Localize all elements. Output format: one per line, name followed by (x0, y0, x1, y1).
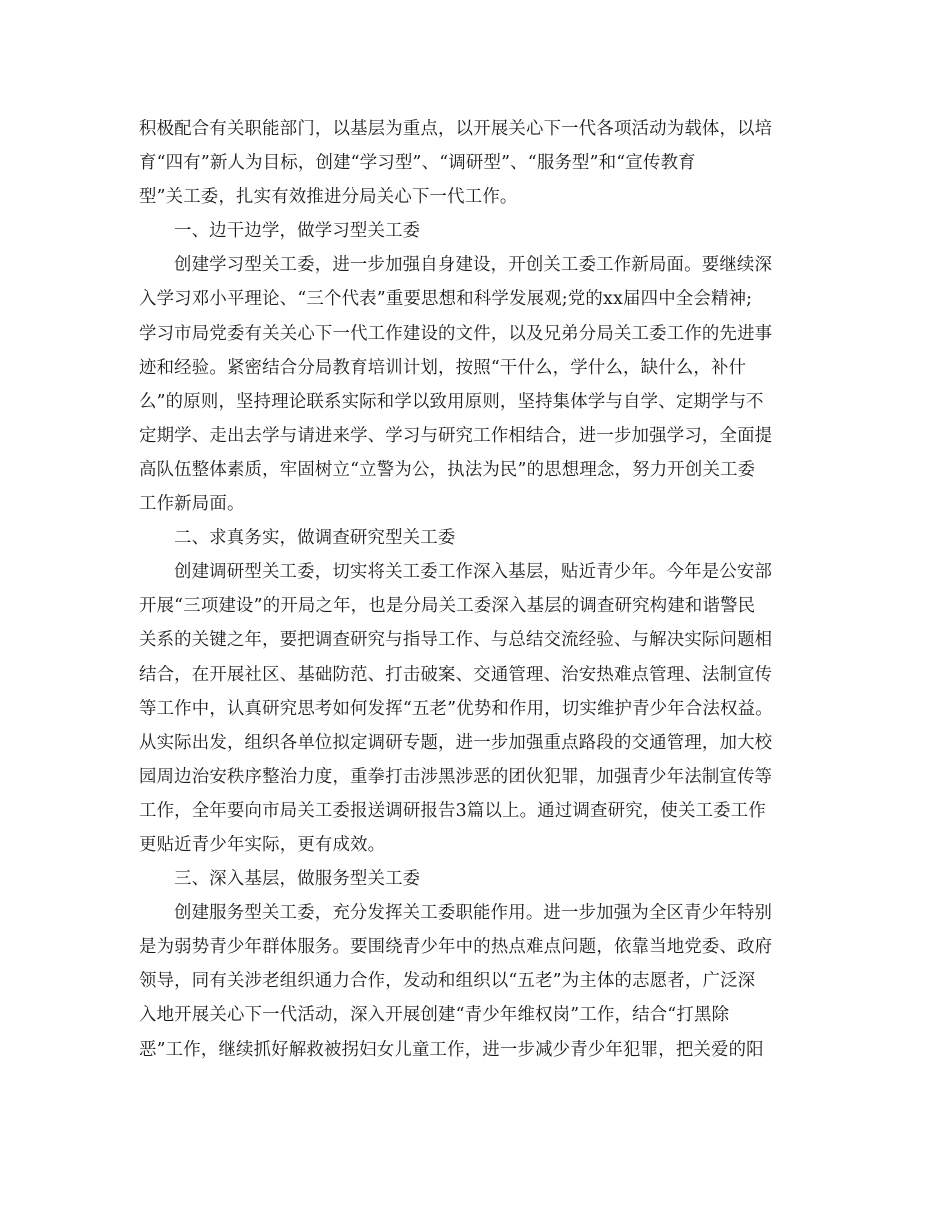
text-line: 积极配合有关职能部门，以基层为重点，以开展关心下一代各项活动为载体，以培 (139, 119, 773, 139)
text-line: 创建调研型关工委，切实将关工委工作深入基层，贴近青少年。今年是公安部 (174, 562, 773, 583)
section-heading: 一、边干边学，做学习型关工委 (174, 221, 421, 242)
text-line: 育“四有”新人为目标，创建“学习型”、“调研型”、“服务型”和“宣传教育 (139, 153, 696, 174)
text-line: 从实际出发，组织各单位拟定调研专题，进一步加强重点路段的交通管理，加大校 (139, 732, 773, 753)
text-line: 创建学习型关工委，进一步加强自身建设，开创关工委工作新局面。要继续深 (174, 255, 773, 276)
section-heading: 二、求真务实，做调查研究型关工委 (174, 528, 456, 549)
text-line: 领导，同有关涉老组织通力合作，发动和组织以“五老”为主体的志愿者，广泛深 (139, 971, 756, 992)
text-line: 关系的关键之年，要把调查研究与指导工作、与总结交流经验、与解决实际问题相 (139, 630, 773, 651)
section-heading: 三、深入基层，做服务型关工委 (174, 869, 421, 890)
text-line: 入学习邓小平理论、“三个代表”重要思想和科学发展观;党的xx届四中全会精神; (139, 289, 753, 310)
text-line: 创建服务型关工委，充分发挥关工委职能作用。进一步加强为全区青少年特别 (174, 903, 773, 924)
document-body (139, 112, 819, 1067)
text-line: 开展“三项建设”的开局之年，也是分局关工委深入基层的调查研究构建和谐警民 (139, 596, 756, 617)
text-line: 等工作中，认真研究思考如何发挥“五老”优势和作用，切实维护青少年合法权益。 (139, 698, 773, 719)
text-line: 高队伍整体素质，牢固树立“立警为公，执法为民”的思想理念，努力开创关工委 (139, 459, 756, 480)
text-line: 恶”工作，继续抓好解救被拐妇女儿童工作，进一步减少青少年犯罪，把关爱的阳 (139, 1039, 764, 1060)
text-line: 型”关工委，扎实有效推进分局关心下一代工作。 (139, 187, 518, 208)
text-line: 更贴近青少年实际，更有成效。 (139, 834, 386, 855)
text-line: 迹和经验。紧密结合分局教育培训计划，按照“干什么，学什么，缺什么，补什 (139, 357, 747, 378)
text-line: 园周边治安秩序整治力度，重拳打击涉黑涉恶的团伙犯罪，加强青少年法制宣传等 (139, 766, 773, 787)
text-line: 定期学、走出去学与请进来学、学习与研究工作相结合，进一步加强学习，全面提 (139, 425, 773, 446)
text-line: 么”的原则，坚持理论联系实际和学以致用原则，坚持集体学与自学、定期学与不 (139, 391, 764, 412)
text-line: 入地开展关心下一代活动，深入开展创建“青少年维权岗”工作，结合“打黑除 (139, 1005, 730, 1026)
text-line: 学习市局党委有关关心下一代工作建设的文件，以及兄弟分局关工委工作的先进事 (139, 323, 773, 344)
text-line: 结合，在开展社区、基础防范、打击破案、交通管理、治安热难点管理、法制宣传 (139, 664, 773, 685)
text-line: 是为弱势青少年群体服务。要围绕青少年中的热点难点问题，依靠当地党委、政府 (139, 937, 773, 958)
text-line: 工作新局面。 (139, 494, 245, 515)
text-line: 工作，全年要向市局关工委报送调研报告3篇以上。通过调查研究，使关工委工作 (139, 800, 766, 821)
